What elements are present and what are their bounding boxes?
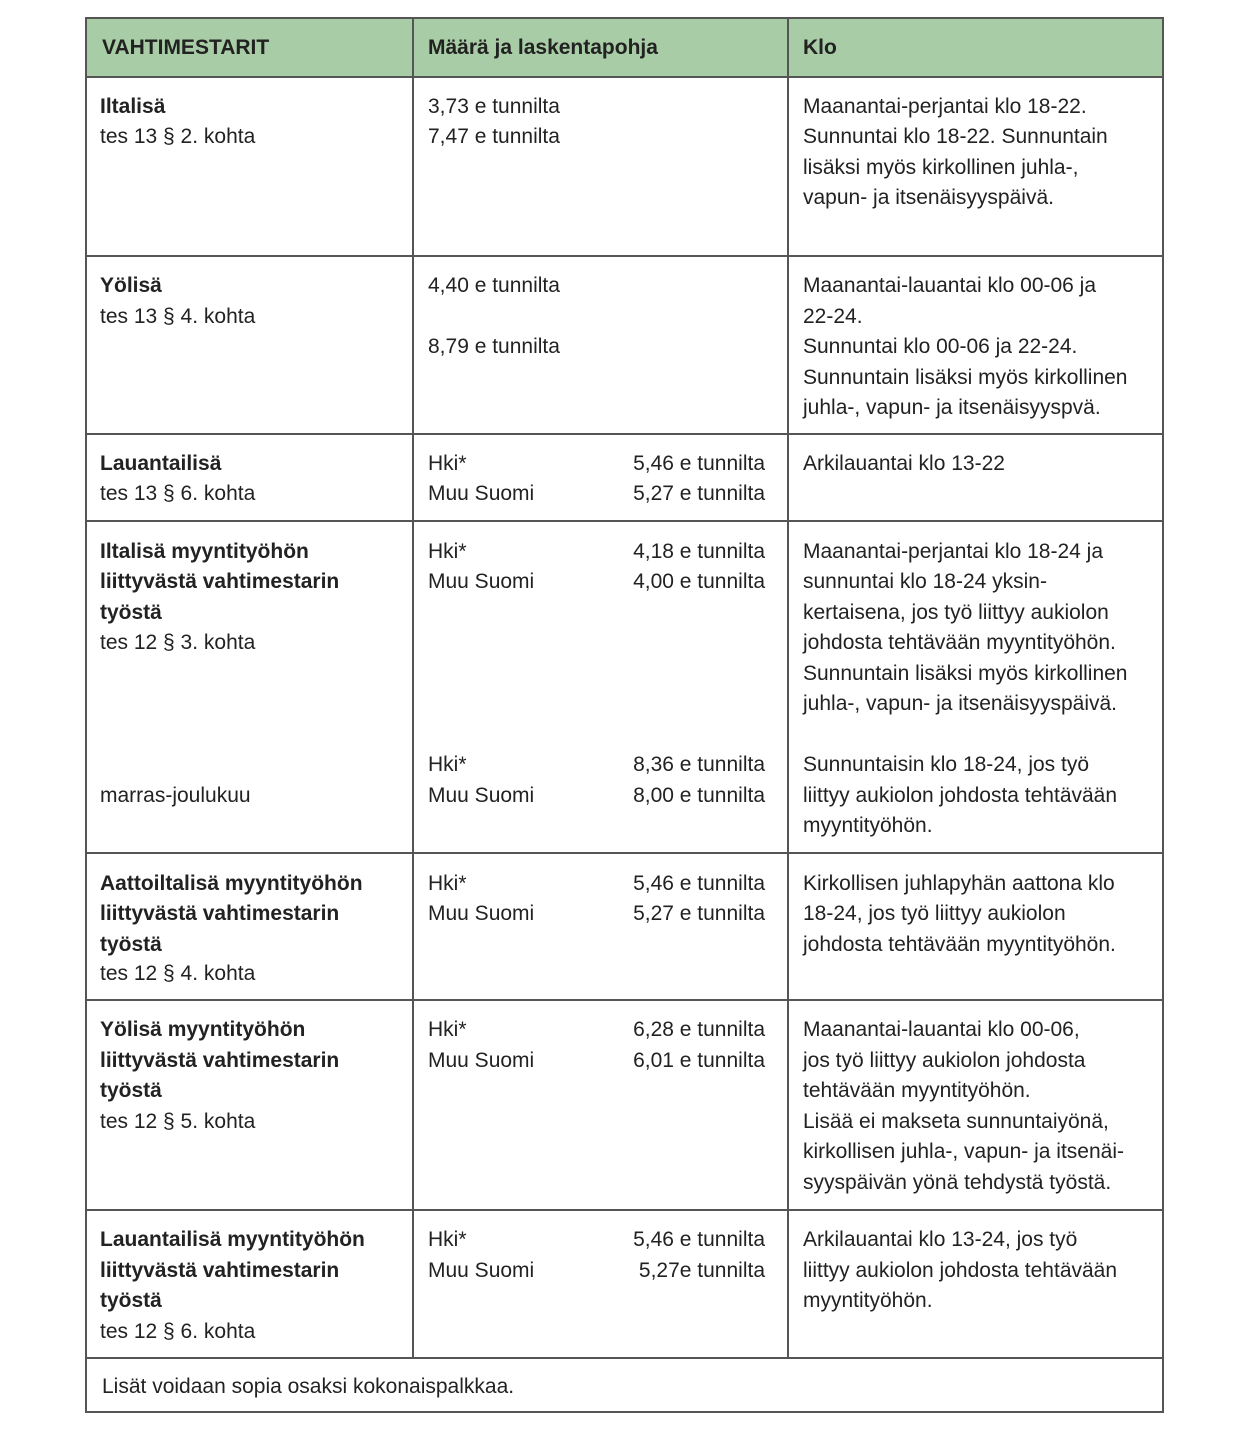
allowance-name: liittyvästä vahtimestarin xyxy=(100,902,340,925)
amount: 8,79 e tunnilta xyxy=(428,335,560,358)
region-label: Muu Suomi xyxy=(428,784,535,807)
table-row xyxy=(87,1211,1162,1359)
allowance-name: työstä xyxy=(100,1079,162,1102)
region-label: Muu Suomi xyxy=(428,1049,535,1072)
time-text: syyspäivän yönä tehdystä työstä. xyxy=(803,1171,1112,1194)
amount: 3,73 e tunnilta xyxy=(428,95,560,118)
region-label: Hki* xyxy=(428,872,467,895)
allowance-name: Lauantailisä xyxy=(100,452,222,475)
table-row xyxy=(87,435,1162,522)
time-text: Lisää ei makseta sunnuntaiyönä, xyxy=(803,1110,1109,1133)
time-text: lisäksi myös kirkollinen juhla-, xyxy=(803,156,1079,179)
time-text: Maanantai-perjantai klo 18-22. xyxy=(803,95,1087,118)
allowance-name: Iltalisä myyntityöhön xyxy=(100,540,309,563)
time-text: johdosta tehtävään myyntityöhön. xyxy=(803,933,1116,956)
time-text: 18-24, jos työ liittyy aukiolon xyxy=(803,902,1066,925)
region-label: Muu Suomi xyxy=(428,482,535,505)
time-text: 22-24. xyxy=(803,305,863,328)
footer-note: Lisät voidaan sopia osaksi kokonaispalkkaa. xyxy=(102,1375,515,1398)
time-text: Arkilauantai klo 13-22 xyxy=(803,452,1005,475)
region-label: Hki* xyxy=(428,540,467,563)
tes-reference: tes 12 § 5. kohta xyxy=(100,1110,256,1133)
region-label: Hki* xyxy=(428,452,467,475)
amount: 5,46 e tunnilta xyxy=(633,1228,765,1251)
tes-reference: tes 13 § 4. kohta xyxy=(100,305,256,328)
time-text: Sunnuntain lisäksi myös kirkollinen xyxy=(803,662,1128,685)
region-label: Hki* xyxy=(428,1018,467,1041)
time-text: liittyy aukiolon johdosta tehtävään xyxy=(803,784,1118,807)
time-text: Maanantai-lauantai klo 00-06, xyxy=(803,1018,1080,1041)
table-row xyxy=(87,257,1162,435)
amount: 5,46 e tunnilta xyxy=(633,452,765,475)
tes-reference: tes 13 § 6. kohta xyxy=(100,482,256,505)
region-label: Muu Suomi xyxy=(428,1259,535,1282)
amount: 8,00 e tunnilta xyxy=(633,784,765,807)
allowance-name: Yölisä xyxy=(100,274,162,297)
allowance-name: työstä xyxy=(100,601,162,624)
amount: 6,28 e tunnilta xyxy=(633,1018,765,1041)
time-text: myyntityöhön. xyxy=(803,814,933,837)
allowance-name: Yölisä myyntityöhön xyxy=(100,1018,306,1041)
time-text: liittyy aukiolon johdosta tehtävään xyxy=(803,1259,1118,1282)
amount: 7,47 e tunnilta xyxy=(428,125,560,148)
amount: 4,18 e tunnilta xyxy=(633,540,765,563)
allowance-name: työstä xyxy=(100,1289,162,1312)
table-header xyxy=(87,19,1162,78)
time-text: juhla-, vapun- ja itsenäisyyspvä. xyxy=(803,396,1101,419)
region-label: Muu Suomi xyxy=(428,902,535,925)
allowance-name: Aattoiltalisä myyntityöhön xyxy=(100,872,363,895)
allowance-name: Iltalisä xyxy=(100,95,166,118)
time-text: Sunnuntai klo 18-22. Sunnuntain xyxy=(803,125,1108,148)
table-row xyxy=(87,78,1162,257)
time-text: Maanantai-lauantai klo 00-06 ja xyxy=(803,274,1097,297)
amount: 6,01 e tunnilta xyxy=(633,1049,765,1072)
time-text: kirkollisen juhla-, vapun- ja itsenäi- xyxy=(803,1140,1124,1163)
time-text: jos työ liittyy aukiolon johdosta xyxy=(803,1049,1086,1072)
amount: 8,36 e tunnilta xyxy=(633,753,765,776)
header-label: VAHTIMESTARIT xyxy=(102,36,270,59)
table-footer xyxy=(87,1359,1162,1411)
header-label: Määrä ja laskentapohja xyxy=(428,36,658,59)
time-text: Sunnuntaisin klo 18-24, jos työ xyxy=(803,753,1090,776)
time-text: kertaisena, jos työ liittyy aukiolon xyxy=(803,601,1109,624)
time-text: juhla-, vapun- ja itsenäisyyspäivä. xyxy=(803,692,1117,715)
amount: 5,27 e tunnilta xyxy=(633,902,765,925)
table-row xyxy=(87,1001,1162,1211)
region-label: Muu Suomi xyxy=(428,570,535,593)
tes-reference: tes 12 § 4. kohta xyxy=(100,962,256,985)
time-text: sunnuntai klo 18-24 yksin- xyxy=(803,570,1047,593)
time-text: Kirkollisen juhlapyhän aattona klo xyxy=(803,872,1115,895)
allowance-name: liittyvästä vahtimestarin xyxy=(100,1259,340,1282)
time-text: Arkilauantai klo 13-24, jos työ xyxy=(803,1228,1078,1251)
time-text: tehtävään myyntityöhön. xyxy=(803,1079,1031,1102)
allowance-table xyxy=(85,17,1164,1413)
time-text: myyntityöhön. xyxy=(803,1289,933,1312)
allowance-name: liittyvästä vahtimestarin xyxy=(100,570,340,593)
allowance-name: Lauantailisä myyntityöhön xyxy=(100,1228,365,1251)
header-cell xyxy=(87,19,414,76)
amount: 4,00 e tunnilta xyxy=(633,570,765,593)
amount: 5,27e tunnilta xyxy=(638,1259,765,1282)
region-label: Hki* xyxy=(428,1228,467,1251)
header-label: Klo xyxy=(803,36,837,59)
amount: 5,27 e tunnilta xyxy=(633,482,765,505)
tes-reference: tes 12 § 6. kohta xyxy=(100,1320,256,1343)
region-label: Hki* xyxy=(428,753,467,776)
time-text: Maanantai-perjantai klo 18-24 ja xyxy=(803,540,1104,563)
amount: 5,46 e tunnilta xyxy=(633,872,765,895)
time-text: vapun- ja itsenäisyyspäivä. xyxy=(803,186,1054,209)
period-label: marras-joulukuu xyxy=(100,784,251,807)
allowance-name: työstä xyxy=(100,933,162,956)
time-text: Sunnuntain lisäksi myös kirkollinen xyxy=(803,366,1128,389)
tes-reference: tes 13 § 2. kohta xyxy=(100,125,256,148)
time-text: Sunnuntai klo 00-06 ja 22-24. xyxy=(803,335,1078,358)
tes-reference: tes 12 § 3. kohta xyxy=(100,631,256,654)
time-text: johdosta tehtävään myyntityöhön. xyxy=(803,631,1116,654)
table-row xyxy=(87,522,1162,854)
amount: 4,40 e tunnilta xyxy=(428,274,560,297)
table-row xyxy=(87,854,1162,1001)
header-cell xyxy=(414,19,789,76)
header-cell xyxy=(789,19,1162,76)
allowance-name: liittyvästä vahtimestarin xyxy=(100,1049,340,1072)
